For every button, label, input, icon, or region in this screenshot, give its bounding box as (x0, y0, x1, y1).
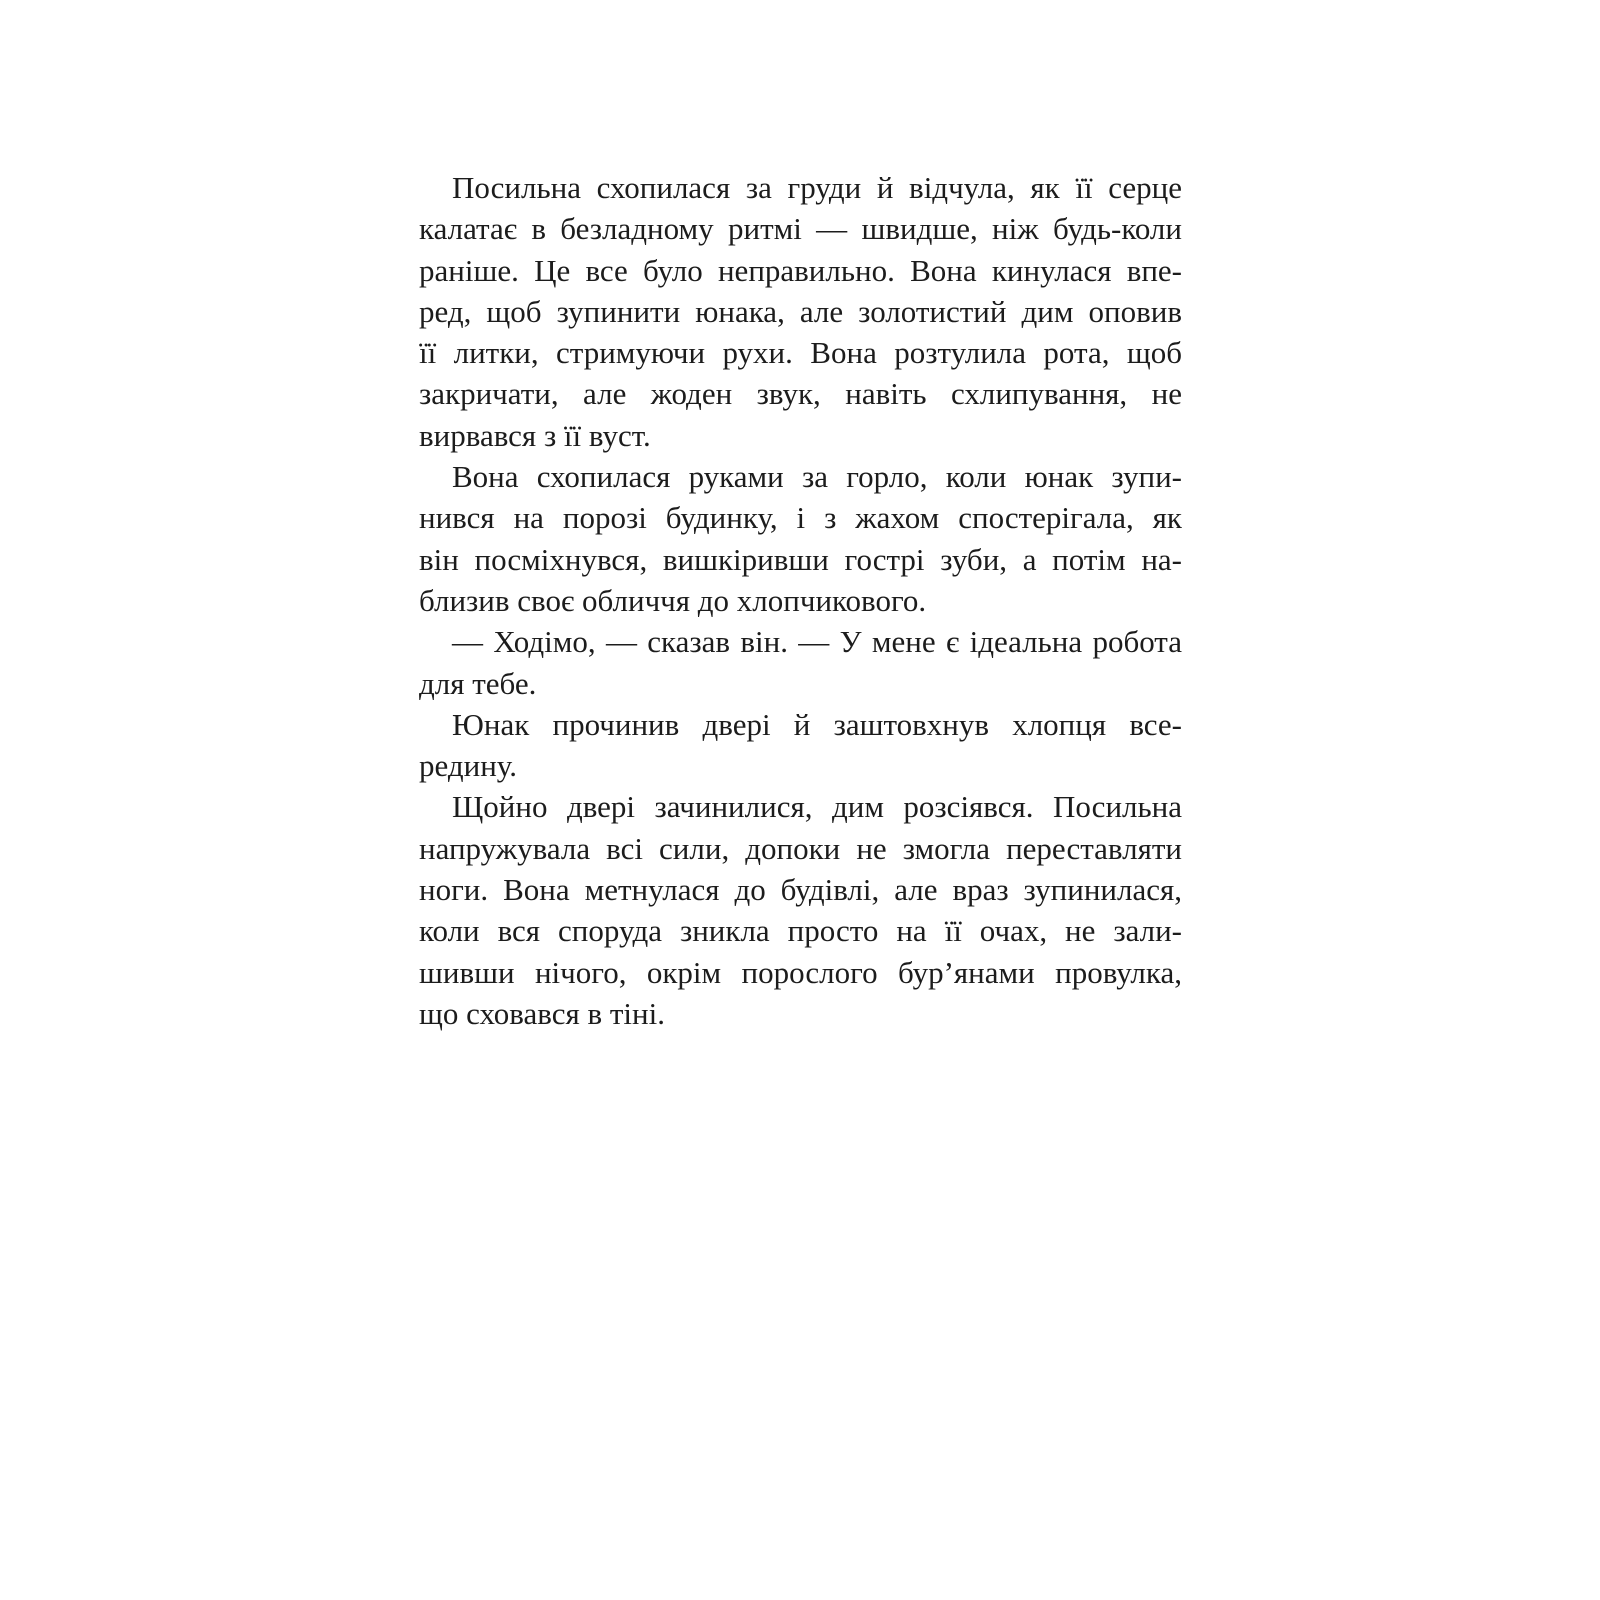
paragraph-1 (419, 167, 1182, 456)
paragraph-3 (419, 621, 1182, 704)
text-line: він посміхнувся, вишкіривши гострі зуби, а потім на- (419, 541, 1182, 577)
text-line: що сховався в тіні. (419, 995, 666, 1031)
text-line: Вона схопилася руками за горло, коли юнак зупи- (452, 459, 1182, 495)
paragraph-4 (419, 704, 1182, 787)
text-line: раніше. Це все було неправильно. Вона кинулася впе- (419, 252, 1182, 288)
body-text (419, 167, 1182, 1034)
paragraph-2 (419, 456, 1182, 621)
text-line: Посильна схопилася за груди й відчула, як її серце (452, 170, 1182, 205)
text-line: шивши нічого, окрім порослого бур’янами провулка, (419, 954, 1182, 990)
text-line: редину. (419, 748, 517, 784)
text-line: для тебе. (419, 665, 537, 701)
text-line: нився на порозі будинку, і з жахом спостерігала, як (419, 500, 1182, 536)
text-line: вирвався з її вуст. (419, 417, 651, 453)
text-line: напружувала всі сили, допоки не змогла переставляти (419, 830, 1182, 866)
text-line: коли вся споруда зникла просто на її очах, не зали- (419, 913, 1182, 949)
text-line: — Ходімо, — сказав він. — У мене є ідеальна робота (452, 624, 1182, 660)
text-line: близив своє обличчя до хлопчикового. (419, 582, 927, 618)
text-line: ноги. Вона метнулася до будівлі, але враз зупинилася, (419, 872, 1182, 908)
text-line: Юнак прочинив двері й заштовхнув хлопця все- (452, 706, 1182, 742)
text-line: ред, щоб зупинити юнака, але золотистий дим оповив (419, 293, 1182, 329)
text-line: Щойно двері зачинилися, дим розсіявся. Посильна (452, 789, 1182, 825)
text-line: закричати, але жоден звук, навіть схлипування, не (419, 376, 1182, 412)
text-line: калатає в безладному ритмі — швидше, ніж будь-коли (419, 211, 1182, 247)
paragraph-5 (419, 786, 1182, 1034)
text-line: її литки, стримуючи рухи. Вона розтулила рота, щоб (419, 335, 1182, 371)
